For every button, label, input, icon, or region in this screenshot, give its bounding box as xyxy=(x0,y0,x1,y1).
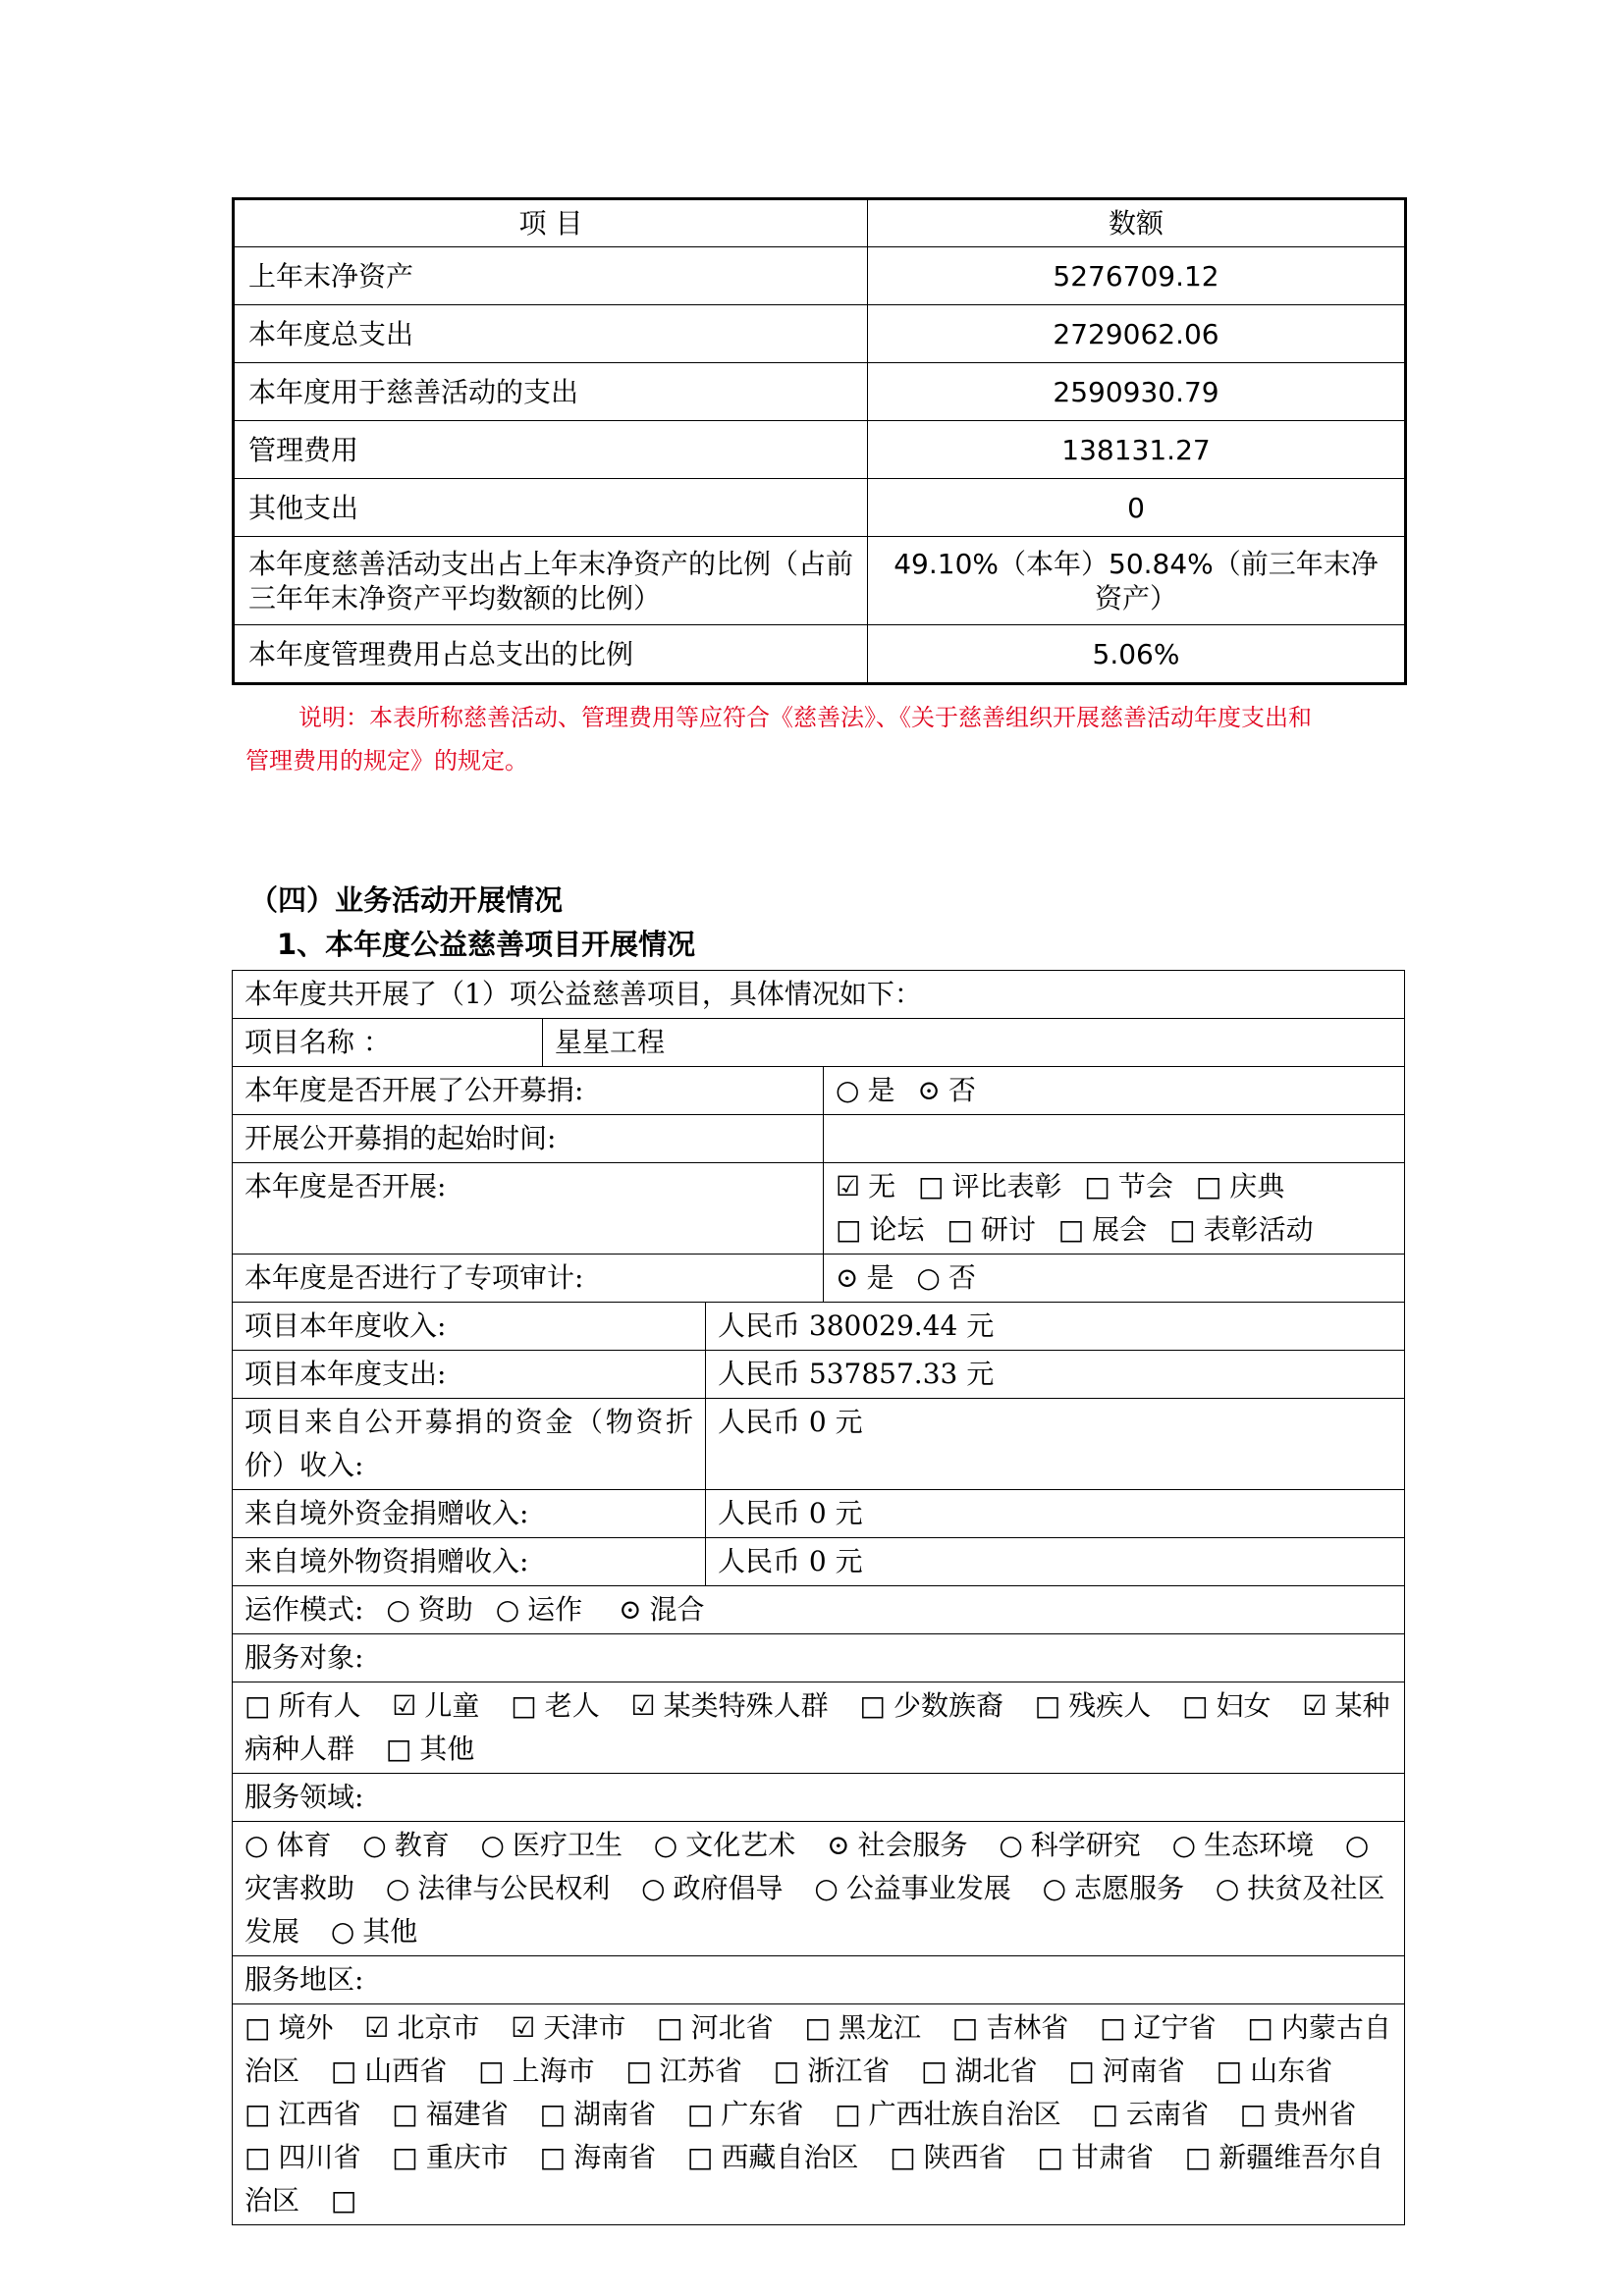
foreign-fund-value: 人民币 0 元 xyxy=(706,1490,1405,1538)
radio-empty-icon[interactable]: ○ xyxy=(244,1829,269,1861)
operation-option[interactable] xyxy=(619,1593,704,1626)
regions-options xyxy=(233,2004,1405,2225)
option-label: 教育 xyxy=(394,1829,450,1861)
checkbox-empty-icon[interactable]: □ xyxy=(890,2141,916,2173)
checkbox-empty-icon[interactable]: □ xyxy=(835,2098,861,2130)
region-option[interactable] xyxy=(952,2011,1068,2044)
project-name-value: 星星工程 xyxy=(543,1019,1405,1067)
finance-row-value: 49.10%（本年）50.84%（前三年末净资产） xyxy=(868,537,1406,625)
option-label: 否 xyxy=(947,1261,976,1294)
checkbox-empty-icon[interactable]: □ xyxy=(1239,2098,1267,2130)
field-option[interactable] xyxy=(814,1872,1010,1904)
radio-empty-icon[interactable]: ○ xyxy=(362,1829,387,1861)
option-label: 陕西省 xyxy=(923,2141,1006,2173)
finance-row xyxy=(234,305,1406,363)
project-name-label: 项目名称 ： xyxy=(233,1019,543,1067)
region-option[interactable] xyxy=(890,2141,1005,2173)
radio-selected-icon[interactable]: ⊙ xyxy=(827,1829,850,1861)
checkbox-empty-icon[interactable]: □ xyxy=(244,2141,271,2173)
checkbox-empty-icon[interactable]: □ xyxy=(392,2098,418,2130)
target-option[interactable] xyxy=(244,1689,360,1722)
option-label: 是 xyxy=(866,1261,894,1294)
finance-row-label: 本年度慈善活动支出占上年末净资产的比例（占前三年年末净资产平均数额的比例） xyxy=(234,537,868,625)
fields-label-row xyxy=(233,1774,1405,1822)
option-label: 新疆维吾尔自治区 xyxy=(244,2141,1384,2216)
target-option[interactable] xyxy=(1182,1689,1271,1722)
checkbox-empty-icon[interactable]: □ xyxy=(1034,1689,1061,1722)
target-option[interactable] xyxy=(859,1689,1002,1722)
finance-row-value: 5.06% xyxy=(868,625,1406,684)
option-label: 湖南省 xyxy=(573,2098,657,2130)
project-name-row xyxy=(233,1019,1405,1067)
checkbox-empty-icon[interactable]: □ xyxy=(1182,1689,1209,1722)
finance-table xyxy=(232,197,1407,685)
region-option[interactable] xyxy=(244,2011,333,2044)
foreign-goods-label: 来自境外物资捐赠收入: xyxy=(233,1538,706,1586)
option-label: 河南省 xyxy=(1102,2055,1185,2087)
activities-label: 本年度是否开展: xyxy=(233,1163,824,1255)
fundraising-start-label: 开展公开募捐的起始时间: xyxy=(233,1115,824,1163)
option-label: 无 xyxy=(868,1170,896,1202)
finance-row xyxy=(234,625,1406,684)
option-label: 体育 xyxy=(276,1829,332,1861)
target-option[interactable] xyxy=(1035,1689,1151,1722)
option-label: 文化艺术 xyxy=(685,1829,796,1861)
option-label: 四川省 xyxy=(278,2141,361,2173)
checkbox-empty-icon[interactable]: □ xyxy=(1057,1213,1085,1246)
field-option[interactable] xyxy=(331,1915,417,1948)
option-label: 妇女 xyxy=(1216,1689,1272,1722)
operation-row xyxy=(233,1586,1405,1634)
region-option[interactable] xyxy=(1217,2055,1332,2087)
region-option[interactable] xyxy=(1092,2098,1208,2130)
income-label: 项目本年度收入: xyxy=(233,1303,706,1351)
checkbox-empty-icon[interactable]: □ xyxy=(511,1689,537,1722)
region-option[interactable] xyxy=(774,2055,890,2087)
finance-row xyxy=(234,479,1406,537)
option-label: 否 xyxy=(947,1074,976,1106)
option-label: 是 xyxy=(867,1074,895,1106)
option-label: 其他 xyxy=(419,1733,475,1765)
checkbox-empty-icon[interactable]: □ xyxy=(625,2055,652,2087)
radio-empty-icon[interactable]: ○ xyxy=(330,1915,355,1948)
finance-row xyxy=(234,421,1406,479)
income-row xyxy=(233,1303,1405,1351)
option-label: 西藏自治区 xyxy=(721,2141,859,2173)
field-option[interactable] xyxy=(654,1829,795,1861)
finance-row xyxy=(234,247,1406,305)
activity-option[interactable] xyxy=(836,1170,895,1202)
radio-empty-icon[interactable]: ○ xyxy=(836,1074,860,1106)
option-label: 云南省 xyxy=(1125,2098,1209,2130)
region-option[interactable] xyxy=(1037,2141,1153,2173)
audit-option-no[interactable] xyxy=(916,1261,975,1294)
activity-option[interactable] xyxy=(1084,1170,1172,1202)
field-option[interactable] xyxy=(362,1829,449,1861)
regions-label: 服务地区: xyxy=(233,1956,1405,2004)
finance-row xyxy=(234,537,1406,625)
region-option[interactable] xyxy=(921,2055,1037,2087)
checkbox-empty-icon[interactable]: □ xyxy=(244,2011,271,2044)
option-label: 湖北省 xyxy=(954,2055,1038,2087)
checkbox-empty-icon[interactable]: □ xyxy=(1247,2011,1273,2044)
finance-row-value: 2590930.79 xyxy=(868,363,1406,421)
finance-header-row xyxy=(234,199,1406,247)
radio-empty-icon[interactable]: ○ xyxy=(385,1872,410,1904)
option-label: 少数族裔 xyxy=(893,1689,1003,1722)
checkbox-empty-icon[interactable]: □ xyxy=(804,2011,831,2044)
checkbox-empty-icon[interactable]: □ xyxy=(1184,2141,1212,2173)
option-label: 运作 xyxy=(527,1593,583,1626)
field-option[interactable] xyxy=(999,1829,1140,1861)
radio-empty-icon[interactable]: ○ xyxy=(495,1593,520,1626)
finance-header-item: 项 目 xyxy=(234,199,868,247)
option-label: 北京市 xyxy=(397,2011,480,2044)
option-label: 山西省 xyxy=(364,2055,448,2087)
fields-options xyxy=(233,1822,1405,1956)
option-label: 广西壮族自治区 xyxy=(868,2098,1061,2130)
targets-options-row xyxy=(233,1682,1405,1774)
option-label: 扶贫及社区发展 xyxy=(244,1872,1385,1948)
option-label: 表彰活动 xyxy=(1203,1213,1314,1246)
option-label: 社会服务 xyxy=(857,1829,968,1861)
region-option[interactable] xyxy=(478,2055,594,2087)
audit-option-yes[interactable] xyxy=(836,1261,893,1294)
activity-option[interactable] xyxy=(836,1213,924,1246)
checkbox-empty-icon[interactable]: □ xyxy=(244,2098,271,2130)
option-label: 儿童 xyxy=(424,1689,480,1722)
activity-option[interactable] xyxy=(1196,1170,1284,1202)
radio-empty-icon[interactable]: ○ xyxy=(999,1829,1023,1861)
region-option[interactable] xyxy=(835,2098,1060,2130)
option-label: 医疗卫生 xyxy=(512,1829,623,1861)
checkbox-empty-icon[interactable]: □ xyxy=(773,2055,800,2087)
finance-row-label: 本年度总支出 xyxy=(234,305,868,363)
audit-options xyxy=(824,1255,1405,1303)
option-label: 评比表彰 xyxy=(951,1170,1062,1202)
radio-empty-icon[interactable]: ○ xyxy=(1344,1829,1370,1861)
option-label: 某类特殊人群 xyxy=(663,1689,829,1722)
checkbox-checked-icon[interactable]: ☑ xyxy=(836,1170,861,1202)
finance-row-value: 2729062.06 xyxy=(868,305,1406,363)
radio-empty-icon[interactable]: ○ xyxy=(386,1593,410,1626)
finance-row-label: 管理费用 xyxy=(234,421,868,479)
checkbox-empty-icon[interactable]: □ xyxy=(1068,2055,1095,2087)
finance-row-label: 上年末净资产 xyxy=(234,247,868,305)
option-label: 山东省 xyxy=(1250,2055,1333,2087)
activities-options xyxy=(824,1163,1405,1255)
section-subtitle: 1、本年度公益慈善项目开展情况 xyxy=(277,928,696,961)
radio-empty-icon[interactable]: ○ xyxy=(1042,1872,1067,1904)
region-option[interactable] xyxy=(540,2141,656,2173)
option-label: 所有人 xyxy=(278,1689,361,1722)
checkbox-checked-icon[interactable]: ☑ xyxy=(511,2011,536,2044)
checkbox-checked-icon[interactable]: ☑ xyxy=(630,1689,656,1722)
activity-option[interactable] xyxy=(918,1170,1061,1202)
option-label: 节会 xyxy=(1117,1170,1173,1202)
field-option[interactable] xyxy=(481,1829,623,1861)
fields-label: 服务领域: xyxy=(233,1774,1405,1822)
checkbox-empty-icon[interactable]: □ xyxy=(921,2055,947,2087)
checkbox-empty-icon[interactable]: □ xyxy=(1169,1213,1196,1246)
region-option[interactable] xyxy=(687,2141,858,2173)
operation-option[interactable] xyxy=(386,1593,472,1626)
region-option[interactable] xyxy=(687,2098,803,2130)
option-label: 法律与公民权利 xyxy=(417,1872,611,1904)
checkbox-empty-icon[interactable]: □ xyxy=(244,1689,271,1722)
regions-label-row xyxy=(233,1956,1405,2004)
region-option[interactable] xyxy=(331,2055,447,2087)
checkbox-checked-icon[interactable]: ☑ xyxy=(392,1689,417,1722)
option-label: 上海市 xyxy=(512,2055,595,2087)
checkbox-empty-icon[interactable]: □ xyxy=(1037,2141,1063,2173)
option-label: 老人 xyxy=(544,1689,600,1722)
option-label: 内蒙古自治区 xyxy=(244,2011,1391,2087)
option-label: 残疾人 xyxy=(1068,1689,1152,1722)
checkbox-empty-icon[interactable]: □ xyxy=(1092,2098,1118,2130)
activities-row xyxy=(233,1163,1405,1255)
checkbox-empty-icon[interactable]: □ xyxy=(330,2184,357,2216)
checkbox-empty-icon[interactable]: □ xyxy=(1084,1170,1110,1202)
audit-row xyxy=(233,1255,1405,1303)
note-line: 管理费用的规定》的规定。 xyxy=(245,747,528,774)
checkbox-empty-icon[interactable]: □ xyxy=(1195,1170,1222,1202)
public-fund-label: 项目来自公开募捐的资金（物资折价）收入: xyxy=(233,1399,706,1490)
expense-label: 项目本年度支出: xyxy=(233,1351,706,1399)
radio-empty-icon[interactable]: ○ xyxy=(480,1829,505,1861)
radio-empty-icon[interactable]: ○ xyxy=(1215,1872,1240,1904)
option-label: 江苏省 xyxy=(659,2055,742,2087)
field-option[interactable] xyxy=(641,1872,783,1904)
finance-row-label: 本年度管理费用占总支出的比例 xyxy=(234,625,868,684)
checkbox-empty-icon[interactable]: □ xyxy=(1100,2011,1126,2044)
intro-row xyxy=(233,971,1405,1019)
option-label: 黑龙江 xyxy=(838,2011,921,2044)
region-option[interactable] xyxy=(511,2011,625,2044)
option-label: 广东省 xyxy=(721,2098,804,2130)
checkbox-empty-icon[interactable]: □ xyxy=(1216,2055,1243,2087)
checkbox-empty-icon[interactable]: □ xyxy=(686,2141,714,2173)
radio-empty-icon[interactable]: ○ xyxy=(641,1872,666,1904)
fundraising-option-no[interactable] xyxy=(917,1074,975,1106)
option-label: 展会 xyxy=(1092,1213,1148,1246)
option-label: 庆典 xyxy=(1229,1170,1285,1202)
option-label: 某种病种人群 xyxy=(244,1689,1390,1765)
field-option[interactable] xyxy=(1043,1872,1184,1904)
checkbox-checked-icon[interactable]: ☑ xyxy=(1302,1689,1327,1722)
activity-option[interactable] xyxy=(1058,1213,1147,1246)
option-label: 吉林省 xyxy=(986,2011,1069,2044)
region-option[interactable] xyxy=(244,2098,360,2130)
operation-cell xyxy=(233,1586,1405,1634)
operation-label: 运作模式: xyxy=(244,1593,364,1626)
region-option[interactable] xyxy=(392,2141,508,2173)
intro-text: 本年度共开展了（1）项公益慈善项目，具体情况如下： xyxy=(233,971,1405,1019)
region-option[interactable] xyxy=(625,2055,741,2087)
option-label: 河北省 xyxy=(690,2011,774,2044)
regions-options-row xyxy=(233,2004,1405,2225)
radio-selected-icon[interactable]: ⊙ xyxy=(619,1593,642,1626)
radio-empty-icon[interactable]: ○ xyxy=(653,1829,678,1861)
checkbox-empty-icon[interactable]: □ xyxy=(539,2141,567,2173)
option-label: 公益事业发展 xyxy=(845,1872,1011,1904)
foreign-goods-row xyxy=(233,1538,1405,1586)
checkbox-checked-icon[interactable]: ☑ xyxy=(364,2011,390,2044)
field-option[interactable] xyxy=(827,1829,967,1861)
checkbox-empty-icon[interactable]: □ xyxy=(657,2011,683,2044)
region-option[interactable] xyxy=(657,2011,773,2044)
foreign-fund-label: 来自境外资金捐赠收入: xyxy=(233,1490,706,1538)
target-option[interactable] xyxy=(631,1689,829,1722)
fundraising-start-value[interactable] xyxy=(824,1115,1405,1163)
field-option[interactable] xyxy=(386,1872,610,1904)
region-option[interactable] xyxy=(1100,2011,1216,2044)
option-label: 生态环境 xyxy=(1204,1829,1315,1861)
expense-row xyxy=(233,1351,1405,1399)
region-option[interactable] xyxy=(804,2011,920,2044)
option-label: 其他 xyxy=(362,1915,418,1948)
activity-option[interactable] xyxy=(947,1213,1035,1246)
checkbox-empty-icon[interactable]: □ xyxy=(392,2141,418,2173)
targets-label: 服务对象: xyxy=(233,1634,1405,1682)
region-option[interactable] xyxy=(364,2011,479,2044)
field-option[interactable] xyxy=(244,1829,331,1861)
checkbox-empty-icon[interactable]: □ xyxy=(686,2098,714,2130)
checkbox-empty-icon[interactable]: □ xyxy=(947,1213,973,1246)
radio-selected-icon[interactable]: ⊙ xyxy=(917,1074,941,1106)
option-label: 资助 xyxy=(417,1593,473,1626)
targets-options xyxy=(233,1682,1405,1774)
section-title: （四）业务活动开展情况 xyxy=(249,883,564,917)
checkbox-empty-icon[interactable]: □ xyxy=(478,2055,505,2087)
activity-option[interactable] xyxy=(1169,1213,1313,1246)
option-label: 志愿服务 xyxy=(1074,1872,1185,1904)
public-fund-row xyxy=(233,1399,1405,1490)
fundraising-label: 本年度是否开展了公开募捐: xyxy=(233,1067,824,1115)
target-option[interactable] xyxy=(392,1689,479,1722)
option-label: 贵州省 xyxy=(1273,2098,1357,2130)
radio-empty-icon[interactable]: ○ xyxy=(814,1872,839,1904)
checkbox-empty-icon[interactable]: □ xyxy=(859,1689,886,1722)
radio-empty-icon[interactable]: ○ xyxy=(916,1261,941,1294)
finance-row-value: 0 xyxy=(868,479,1406,537)
radio-empty-icon[interactable]: ○ xyxy=(1171,1829,1197,1861)
target-option[interactable] xyxy=(386,1733,474,1765)
option-label: 政府倡导 xyxy=(673,1872,784,1904)
checkbox-empty-icon[interactable]: □ xyxy=(330,2055,357,2087)
fundraising-start-row xyxy=(233,1115,1405,1163)
checkbox-empty-icon[interactable]: □ xyxy=(951,2011,979,2044)
fundraising-row xyxy=(233,1067,1405,1115)
region-option[interactable] xyxy=(1068,2055,1184,2087)
option-label: 天津市 xyxy=(543,2011,626,2044)
checkbox-empty-icon[interactable]: □ xyxy=(918,1170,945,1202)
finance-row xyxy=(234,363,1406,421)
note-line: 说明：本表所称慈善活动、管理费用等应符合《慈善法》、《关于慈善组织开展慈善活动年度支出和 xyxy=(298,704,1312,731)
option-label: 辽宁省 xyxy=(1133,2011,1217,2044)
option-label: 灾害救助 xyxy=(244,1872,355,1904)
option-label: 江西省 xyxy=(278,2098,361,2130)
fundraising-options xyxy=(824,1067,1405,1115)
finance-row-label: 本年度用于慈善活动的支出 xyxy=(234,363,868,421)
option-label: 甘肃省 xyxy=(1070,2141,1154,2173)
region-option[interactable] xyxy=(244,2141,360,2173)
fields-options-row xyxy=(233,1822,1405,1956)
option-label: 混合 xyxy=(649,1593,705,1626)
fundraising-option-yes[interactable] xyxy=(836,1074,894,1106)
region-option[interactable] xyxy=(331,2184,364,2216)
option-label: 福建省 xyxy=(425,2098,509,2130)
foreign-fund-row xyxy=(233,1490,1405,1538)
option-label: 浙江省 xyxy=(807,2055,891,2087)
targets-label-row xyxy=(233,1634,1405,1682)
income-value: 人民币 380029.44 元 xyxy=(706,1303,1405,1351)
option-label: 科学研究 xyxy=(1030,1829,1141,1861)
finance-row-value: 138131.27 xyxy=(868,421,1406,479)
checkbox-empty-icon[interactable]: □ xyxy=(539,2098,567,2130)
expense-value: 人民币 537857.33 元 xyxy=(706,1351,1405,1399)
option-label: 海南省 xyxy=(573,2141,657,2173)
foreign-goods-value: 人民币 0 元 xyxy=(706,1538,1405,1586)
field-option[interactable] xyxy=(1172,1829,1314,1861)
project-table xyxy=(232,970,1405,2225)
region-option[interactable] xyxy=(392,2098,508,2130)
finance-header-amount: 数额 xyxy=(868,199,1406,247)
region-option[interactable] xyxy=(1240,2098,1356,2130)
region-option[interactable] xyxy=(540,2098,656,2130)
finance-row-value: 5276709.12 xyxy=(868,247,1406,305)
audit-label: 本年度是否进行了专项审计: xyxy=(233,1255,824,1303)
public-fund-value: 人民币 0 元 xyxy=(706,1399,1405,1490)
operation-option[interactable] xyxy=(496,1593,582,1626)
table-note xyxy=(245,696,1404,782)
checkbox-empty-icon[interactable]: □ xyxy=(385,1733,412,1765)
finance-row-label: 其他支出 xyxy=(234,479,868,537)
option-label: 研讨 xyxy=(980,1213,1036,1246)
radio-selected-icon[interactable]: ⊙ xyxy=(836,1261,859,1294)
option-label: 重庆市 xyxy=(425,2141,509,2173)
option-label: 论坛 xyxy=(869,1213,925,1246)
checkbox-empty-icon[interactable]: □ xyxy=(836,1213,862,1246)
option-label: 境外 xyxy=(278,2011,334,2044)
target-option[interactable] xyxy=(511,1689,599,1722)
